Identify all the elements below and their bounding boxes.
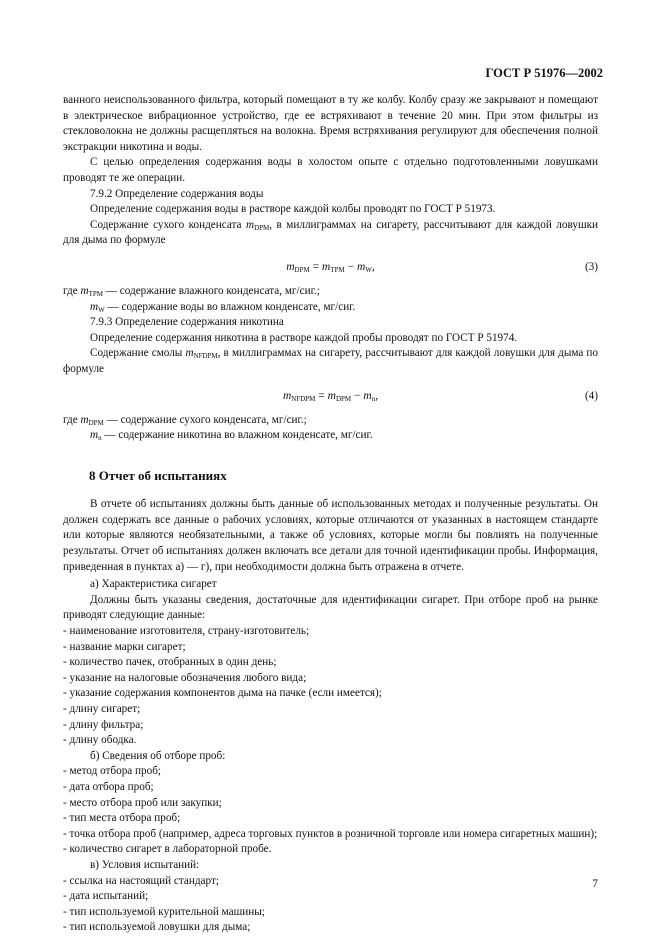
list-item: - указание содержания компонентов дыма на пачке (если имеется); bbox=[63, 687, 382, 700]
item-b-title: б) Сведения об отборе проб: bbox=[90, 749, 226, 762]
where-3-line-1: где $m_{TPM}$ — содержание влажного конденсата, мг/сиг.; bbox=[63, 284, 320, 298]
list-item: - длину фильтра; bbox=[63, 718, 144, 731]
item-c-title: в) Условия испытаний: bbox=[90, 858, 200, 871]
formula-3-expression: $m_{DPM} = m_{TPM} - m_W$, bbox=[286, 260, 375, 274]
subsection-heading-7-9-2: 7.9.2 Определение содержания воды bbox=[90, 187, 264, 200]
paragraph-blank-test: С целью определения содержания воды в холостом опыте с отдельно подготовленными ловушками проводят те же операции. bbox=[63, 156, 598, 184]
list-item: - дата отбора проб; bbox=[63, 780, 154, 793]
item-a-list bbox=[63, 624, 598, 749]
page-body bbox=[63, 93, 598, 936]
list-item: - точка отбора проб (например, адреса торговых пунктов в розничной торговле или номера сигаретных машин); bbox=[63, 827, 598, 840]
list-item: - тип используемой ловушки для дыма; bbox=[63, 921, 251, 934]
item-b-list bbox=[63, 764, 598, 858]
list-item: - длину сигарет; bbox=[63, 703, 141, 715]
paragraph-water-method: Определение содержания воды в растворе каждой колбы проводят по ГОСТ Р 51973. bbox=[90, 203, 496, 216]
paragraph-dpm: Содержание сухого конденсата $m_{DPM}$, в миллиграммах на сигарету, рассчитывают для каждой ловушки для дыма по формуле bbox=[63, 218, 599, 247]
item-c-list bbox=[63, 874, 598, 936]
document-header: ГОСТ Р 51976—2002 bbox=[485, 66, 603, 80]
list-item: - длину ободка. bbox=[63, 734, 137, 747]
list-item: - тип используемой курительной машины; bbox=[63, 905, 265, 918]
list-item: - указание на налоговые обозначения любого вида; bbox=[63, 671, 307, 684]
list-item: - количество пачек, отобранных в один день; bbox=[63, 656, 277, 669]
where-3-line-2: $m_W$ — содержание воды во влажном конденсате, мг/сиг. bbox=[90, 300, 356, 314]
formula-4-number: (4) bbox=[584, 389, 598, 402]
subsection-heading-7-9-3: 7.9.3 Определение содержания никотина bbox=[90, 316, 284, 329]
list-item: - дата испытаний; bbox=[63, 890, 149, 903]
list-item: - место отбора проб или закупки; bbox=[63, 796, 222, 809]
section-heading-8: 8 Отчет об испытаниях bbox=[89, 467, 227, 483]
paragraph-nicotine-method: Определение содержания никотина в растворе каждой пробы проводят по ГОСТ Р 51974. bbox=[90, 331, 518, 344]
formula-3 bbox=[63, 258, 598, 280]
item-a-intro: Должны быть указаны сведения, достаточные для идентификации сигарет. При отборе проб на рынке приводят следующие данные: bbox=[63, 593, 598, 622]
paragraph-continuation: ванного неиспользованного фильтра, который помещают в ту же колбу. Колбу сразу же закрывают и помещают в электрическое вибрационное устройство, где ее встряхивают в течение 20 мин. При этом фильтры из стекловолокна не должны расщепляться на волокна. Время встряхивания регулируют для обеспечения полной экстракции никотина и воды. bbox=[63, 94, 598, 153]
paragraph-nfdpm: Содержание смолы $m_{NFDPM}$, в миллиграммах на сигарету, рассчитывают для каждой ловушки для дыма по формуле bbox=[63, 347, 598, 375]
page-number: 7 bbox=[592, 878, 598, 890]
formula-4 bbox=[63, 387, 598, 409]
list-item: - метод отбора проб; bbox=[63, 765, 162, 778]
section-8-intro: В отчете об испытаниях должны быть данные об использованных методах и полученные результаты. Он должен содержать все данные о рабочих условиях, которые отличаются от указанных в настоящем стандарте или которые являются необязательными, а также об условиях, которые могли бы повлиять на полученные результаты. Отчет об испытаниях должен включать все детали для точной идентификации пробы. Информация, приведенная в пунктах а) — г), при необходимости должна быть отражена в отчете. bbox=[63, 498, 598, 573]
list-item: - количество сигарет в лабораторной пробе. bbox=[63, 843, 272, 856]
list-item: - ссылка на настоящий стандарт; bbox=[63, 874, 219, 887]
formula-4-expression: $m_{NFDPM} = m_{DPM} - m_n$, bbox=[282, 389, 379, 403]
item-a-title: а) Характеристика сигарет bbox=[90, 578, 217, 591]
list-item: - тип места отбора проб; bbox=[63, 812, 181, 825]
where-4-line-1: где $m_{DPM}$ — содержание сухого конденсата, мг/сиг.; bbox=[63, 413, 307, 427]
list-item: - название марки сигарет; bbox=[63, 640, 186, 653]
list-item: - наименование изготовителя, страну-изготовитель; bbox=[63, 625, 310, 638]
where-4-line-2: $m_n$ — содержание никотина во влажном конденсате, мг/сиг. bbox=[90, 429, 373, 443]
formula-3-number: (3) bbox=[584, 260, 598, 273]
